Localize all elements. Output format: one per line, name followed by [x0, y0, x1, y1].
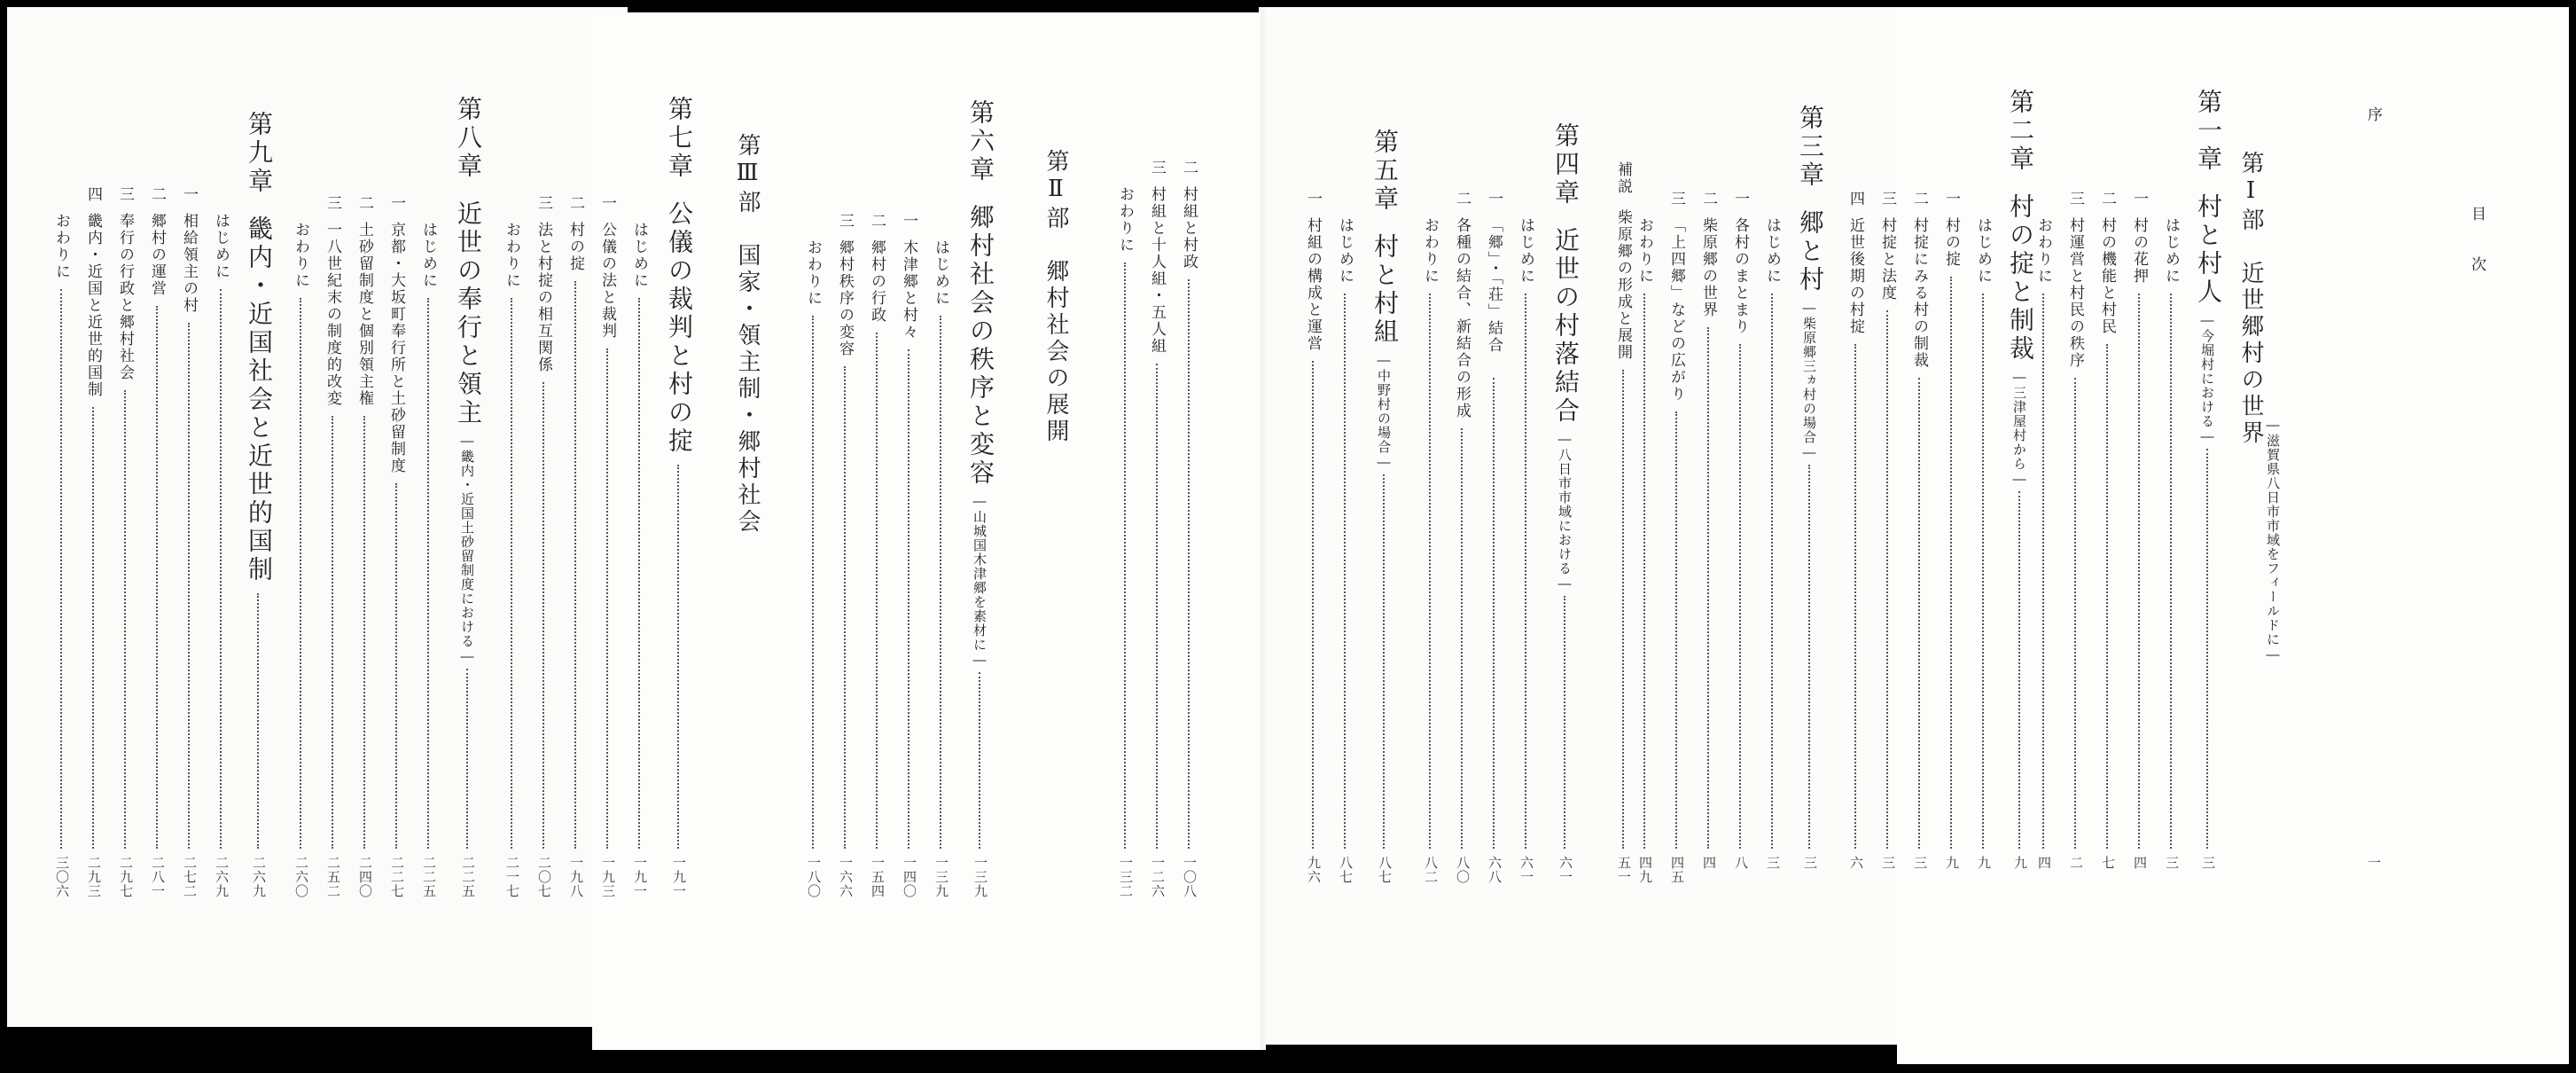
page-number: 一五四 [870, 856, 886, 898]
chapter-number: 第九章 [245, 111, 274, 196]
chapter-number: 第五章 [1370, 129, 1400, 214]
chapter-subtitle: ―柴原郷三ヵ村の場合― [1801, 300, 1817, 461]
dot-leader [60, 289, 64, 849]
toc-entry-title: はじめに [1763, 217, 1781, 285]
page-number: 二六〇 [293, 856, 309, 898]
dot-leader [466, 669, 470, 849]
page-number: 八七 [1377, 856, 1393, 884]
toc-entry-title: おわりに [292, 222, 309, 289]
section-number: 二 [355, 195, 373, 210]
page-number: 二九七 [118, 856, 134, 898]
toc-entry-title: 近世後期の村掟 [1846, 217, 1864, 335]
chapter-title: 郷と村 [1796, 209, 1825, 294]
toc-entry-title: 村組と村政 [1180, 186, 1198, 270]
page-number: 九 [2012, 856, 2028, 870]
chapter-subtitle: ―今堀村における― [2199, 312, 2215, 445]
page-number: 六八 [1487, 856, 1503, 884]
dot-leader [1854, 344, 1858, 849]
dot-leader [1771, 294, 1775, 849]
section-number: 二 [1453, 191, 1471, 206]
page-number: 二〇七 [536, 856, 552, 898]
chapter-title: 村と村人 [2194, 193, 2223, 307]
dot-leader [2074, 378, 2078, 849]
dot-leader [1429, 294, 1432, 849]
toc-entry-title: 畿内・近国と近世的国制 [84, 213, 102, 398]
contents-heading: 目 次 [2468, 206, 2486, 273]
dot-leader [427, 298, 431, 849]
page-number: 一二六 [1150, 856, 1166, 898]
toc-entry-title: 村の掟 [566, 222, 584, 272]
dot-leader [1312, 361, 1315, 849]
toc-entry-title: はじめに [2162, 217, 2180, 285]
page-number: 三 [1802, 856, 1818, 870]
section-number: 四 [84, 186, 102, 201]
page-number: 四五 [1669, 856, 1685, 884]
page-number: 三 [1912, 856, 1928, 870]
section-number: 二 [1699, 191, 1717, 206]
toc-entry-title: 奉行の行政と郷村社会 [116, 213, 134, 381]
section-number: 三 [1667, 191, 1685, 206]
page-number: 二一七 [504, 856, 520, 898]
section-number: 二 [566, 195, 584, 210]
dot-leader [363, 416, 367, 849]
dot-leader [1156, 364, 1159, 849]
page-number: 三 [2200, 856, 2216, 870]
page-number: 一〇八 [1182, 856, 1198, 898]
chapter-subtitle: ―八日市市域における― [1557, 431, 1573, 592]
section-number: 一 [1731, 191, 1749, 206]
dot-leader [220, 289, 223, 849]
dot-leader [1886, 310, 1890, 849]
page-number: 二七二 [182, 856, 198, 898]
dot-leader [606, 349, 610, 849]
toc-entry-title: はじめに [1336, 217, 1354, 285]
chapter-title: 村の掟と制裁 [2006, 193, 2035, 364]
dot-leader [124, 390, 128, 849]
part-heading: 第Ⅰ部 近世郷村の世界 [2237, 151, 2264, 447]
dot-leader [1564, 596, 1567, 849]
toc-entry-title: 村運営と村民の秩序 [2066, 217, 2084, 369]
section-number: 一 [1485, 191, 1503, 206]
page-number: 九 [1944, 856, 1960, 870]
toc-entry-title: おわりに [1421, 217, 1439, 285]
page-fold [1261, 7, 1268, 1053]
page-number: 八二 [1423, 856, 1439, 884]
page-number: 一八〇 [806, 856, 822, 898]
toc-entry-title: はじめに [932, 239, 949, 307]
toc-entry-title: 各種の結合、新結合の形成 [1453, 217, 1471, 419]
page-number: 二九三 [86, 856, 102, 898]
toc-entry-title: 村組の構成と運営 [1304, 217, 1322, 352]
page-number: 二二五 [460, 856, 476, 898]
toc-entry-title: おわりに [1635, 217, 1653, 285]
page-number: 一三九 [972, 856, 988, 898]
chapter-number: 第四章 [1551, 122, 1581, 208]
toc-entry-title: 土砂留制度と個別領主権 [355, 222, 373, 407]
part-heading: 第Ⅱ部 郷村社会の展開 [1042, 149, 1069, 445]
toc-entry-title: 村の掟 [1942, 217, 1960, 268]
page-sheet [1897, 7, 2569, 1064]
page-number: 一九一 [632, 856, 648, 898]
dot-leader [1344, 294, 1347, 849]
dot-leader [2018, 491, 2022, 849]
chapter-subtitle: ―三津屋村から― [2011, 369, 2027, 488]
page-number: 二二五 [421, 856, 437, 898]
page-number: 八 [1733, 856, 1749, 870]
chapter-title: 近世の奉行と領主 [454, 200, 483, 427]
dot-leader [332, 416, 335, 849]
toc-entry-title: 村掟にみる村の制裁 [1910, 217, 1928, 369]
dot-leader [1461, 428, 1464, 849]
part-heading: 第Ⅲ部 国家・領主制・郷村社会 [734, 133, 761, 536]
section-number: 三 [535, 195, 552, 210]
page-number: 四 [2132, 856, 2148, 870]
toc-entry-title: 公儀の法と裁判 [598, 222, 616, 340]
dot-leader [876, 333, 879, 849]
page-number: 四 [1701, 856, 1717, 870]
page-number: 二四〇 [357, 856, 373, 898]
page-number: 五一 [1616, 856, 1632, 884]
toc-entry-title: 郷村の運営 [148, 213, 166, 297]
toc-entry-title: おわりに [503, 222, 520, 289]
chapter-title: 畿内・近国社会と近世的国制 [245, 215, 274, 584]
dot-leader [844, 366, 847, 849]
page-number: 二六九 [214, 856, 230, 898]
page-number: 二六九 [251, 856, 267, 898]
section-number: 二 [868, 213, 886, 228]
dot-leader [1493, 378, 1496, 849]
section-number: 一 [900, 213, 917, 228]
page-number: 一六六 [838, 856, 854, 898]
page-number: 四九 [1637, 856, 1653, 884]
toc-entry-title: 法と村掟の相互関係 [535, 222, 552, 373]
page-number: 一九八 [568, 856, 584, 898]
dot-leader [1950, 277, 1954, 849]
page-number: 八〇 [1455, 856, 1471, 884]
dot-leader [511, 298, 514, 849]
page-number: 二二七 [389, 856, 405, 898]
page-number: 三 [1880, 856, 1896, 870]
toc-entry-title: 「上四郷」などの広がり [1667, 217, 1685, 403]
toc-entry-title: 各村のまとまり [1731, 217, 1749, 335]
page-number: 一三九 [933, 856, 949, 898]
chapter-number: 第二章 [2006, 89, 2035, 174]
toc-entry-title: 柴原郷の世界 [1699, 217, 1717, 318]
part-subtitle: ―滋賀県八日市市域をフィールドに― [2265, 417, 2281, 663]
dot-leader [979, 672, 982, 849]
dot-leader [1675, 411, 1679, 849]
page-number: 一四〇 [902, 856, 917, 898]
page-number: 三 [2164, 856, 2180, 870]
toc-entry-title: 柴原郷の形成と展開 [1614, 209, 1632, 361]
toc-entry-title: はじめに [212, 213, 230, 280]
dot-leader [1982, 294, 1986, 849]
dot-leader [2170, 294, 2174, 849]
dot-leader [1525, 294, 1528, 849]
page-number: 八七 [1338, 856, 1354, 884]
dot-leader [543, 382, 546, 849]
dot-leader [1918, 378, 1922, 849]
chapter-title: 村と村組 [1370, 233, 1400, 347]
toc-entry-title: 一八世紀末の制度的改変 [324, 222, 341, 407]
dot-leader [1622, 370, 1626, 849]
section-number: 三 [2066, 191, 2084, 206]
page-number: 四 [2036, 856, 2052, 870]
section-number: 三 [1878, 191, 1896, 206]
chapter-title: 郷村社会の秩序と変容 [966, 204, 995, 488]
toc-entry-title: おわりに [804, 239, 822, 307]
toc-entry-title: 村の機能と村民 [2098, 217, 2116, 335]
dot-leader [908, 349, 911, 849]
dot-leader [677, 465, 681, 849]
dot-leader [2106, 344, 2110, 849]
chapter-subtitle: ―山城国木津郷を素材に― [972, 493, 987, 669]
dot-leader [257, 593, 261, 849]
dot-leader [2138, 294, 2142, 849]
section-number: 一 [180, 186, 198, 201]
page-number: 二 [2068, 856, 2084, 870]
dot-leader [1808, 465, 1812, 849]
page-number: 六一 [1557, 856, 1573, 884]
dot-leader [812, 316, 816, 849]
page-number: 一 [2366, 856, 2382, 870]
chapter-title: 公儀の裁判と村の掟 [665, 200, 694, 456]
toc-entry-title: おわりに [52, 213, 70, 280]
chapter-number: 第七章 [665, 96, 694, 181]
toc-entry-title: おわりに [2034, 217, 2052, 285]
section-number: 二 [148, 186, 166, 201]
dot-leader [1707, 327, 1711, 849]
dot-leader [1124, 262, 1128, 849]
toc-entry-title: 「郷」・「荘」結合 [1485, 217, 1503, 354]
toc-entry-title: はじめに [1517, 217, 1534, 285]
dot-leader [300, 298, 303, 849]
chapter-number: 第三章 [1796, 105, 1825, 190]
toc-entry-title: 相給領主の村 [180, 213, 198, 314]
section-number: 二 [1180, 160, 1198, 175]
page-number: 九 [1976, 856, 1992, 870]
section-number: 三 [836, 213, 854, 228]
supplement-label: 補説 [1614, 161, 1632, 195]
toc-entry-title: 郷村秩序の変容 [836, 239, 854, 357]
section-number: 三 [324, 195, 341, 210]
dot-leader [940, 316, 943, 849]
dot-leader [156, 306, 160, 849]
toc-entry-title: 村組と十人組・五人組 [1148, 186, 1166, 355]
dot-leader [188, 323, 191, 849]
toc-entry-title: 村の花押 [2130, 217, 2148, 285]
toc-entry-title: 木津郷と村々 [900, 239, 917, 341]
chapter-title: 近世の村落結合 [1551, 227, 1581, 426]
page-number: 一九三 [600, 856, 616, 898]
section-number: 一 [1304, 191, 1322, 206]
chapter-number: 第八章 [454, 96, 483, 181]
page-number: 三 [1765, 856, 1781, 870]
toc-entry-title: おわりに [1116, 186, 1134, 254]
chapter-number: 第六章 [966, 99, 995, 184]
dot-leader [395, 483, 399, 849]
page-number: 一三二 [1118, 856, 1134, 898]
chapter-number: 第一章 [2194, 89, 2223, 174]
page-number: 九六 [1306, 856, 1322, 884]
page-number: 一九一 [671, 856, 687, 898]
preface-entry: 序 [2364, 106, 2382, 123]
section-number: 三 [1148, 160, 1166, 175]
page-number: 七 [2100, 856, 2116, 870]
dot-leader [1383, 474, 1386, 849]
toc-entry-title: 郷村の行政 [868, 239, 886, 324]
dot-leader [1643, 294, 1647, 849]
page-number: 三〇六 [54, 856, 70, 898]
chapter-subtitle: ―中野村の場合― [1376, 352, 1392, 471]
toc-entry-title: はじめに [419, 222, 437, 289]
section-number: 三 [116, 186, 134, 201]
section-number: 一 [1942, 191, 1960, 206]
toc-entry-title: はじめに [630, 222, 648, 289]
dot-leader [92, 407, 96, 849]
dot-leader [1739, 344, 1743, 849]
section-number: 一 [387, 195, 405, 210]
dot-leader [2206, 449, 2210, 849]
page-number: 二五二 [325, 856, 341, 898]
dot-leader [638, 298, 642, 849]
section-number: 二 [1910, 191, 1928, 206]
section-number: 一 [598, 195, 616, 210]
dot-leader [1188, 279, 1191, 849]
toc-entry-title: はじめに [1974, 217, 1992, 285]
section-number: 一 [2130, 191, 2148, 206]
chapter-subtitle: ―畿内・近国土砂留制度における― [459, 433, 475, 665]
page-number: 六 [1848, 856, 1864, 870]
section-number: 二 [2098, 191, 2116, 206]
toc-entry-title: 京都・大坂町奉行所と土砂留制度 [387, 222, 405, 474]
page-number: 六一 [1518, 856, 1534, 884]
dot-leader [2042, 294, 2046, 849]
page-number: 二八一 [150, 856, 166, 898]
dot-leader [574, 281, 578, 849]
toc-entry-title: 村掟と法度 [1878, 217, 1896, 302]
section-number: 四 [1846, 191, 1864, 206]
